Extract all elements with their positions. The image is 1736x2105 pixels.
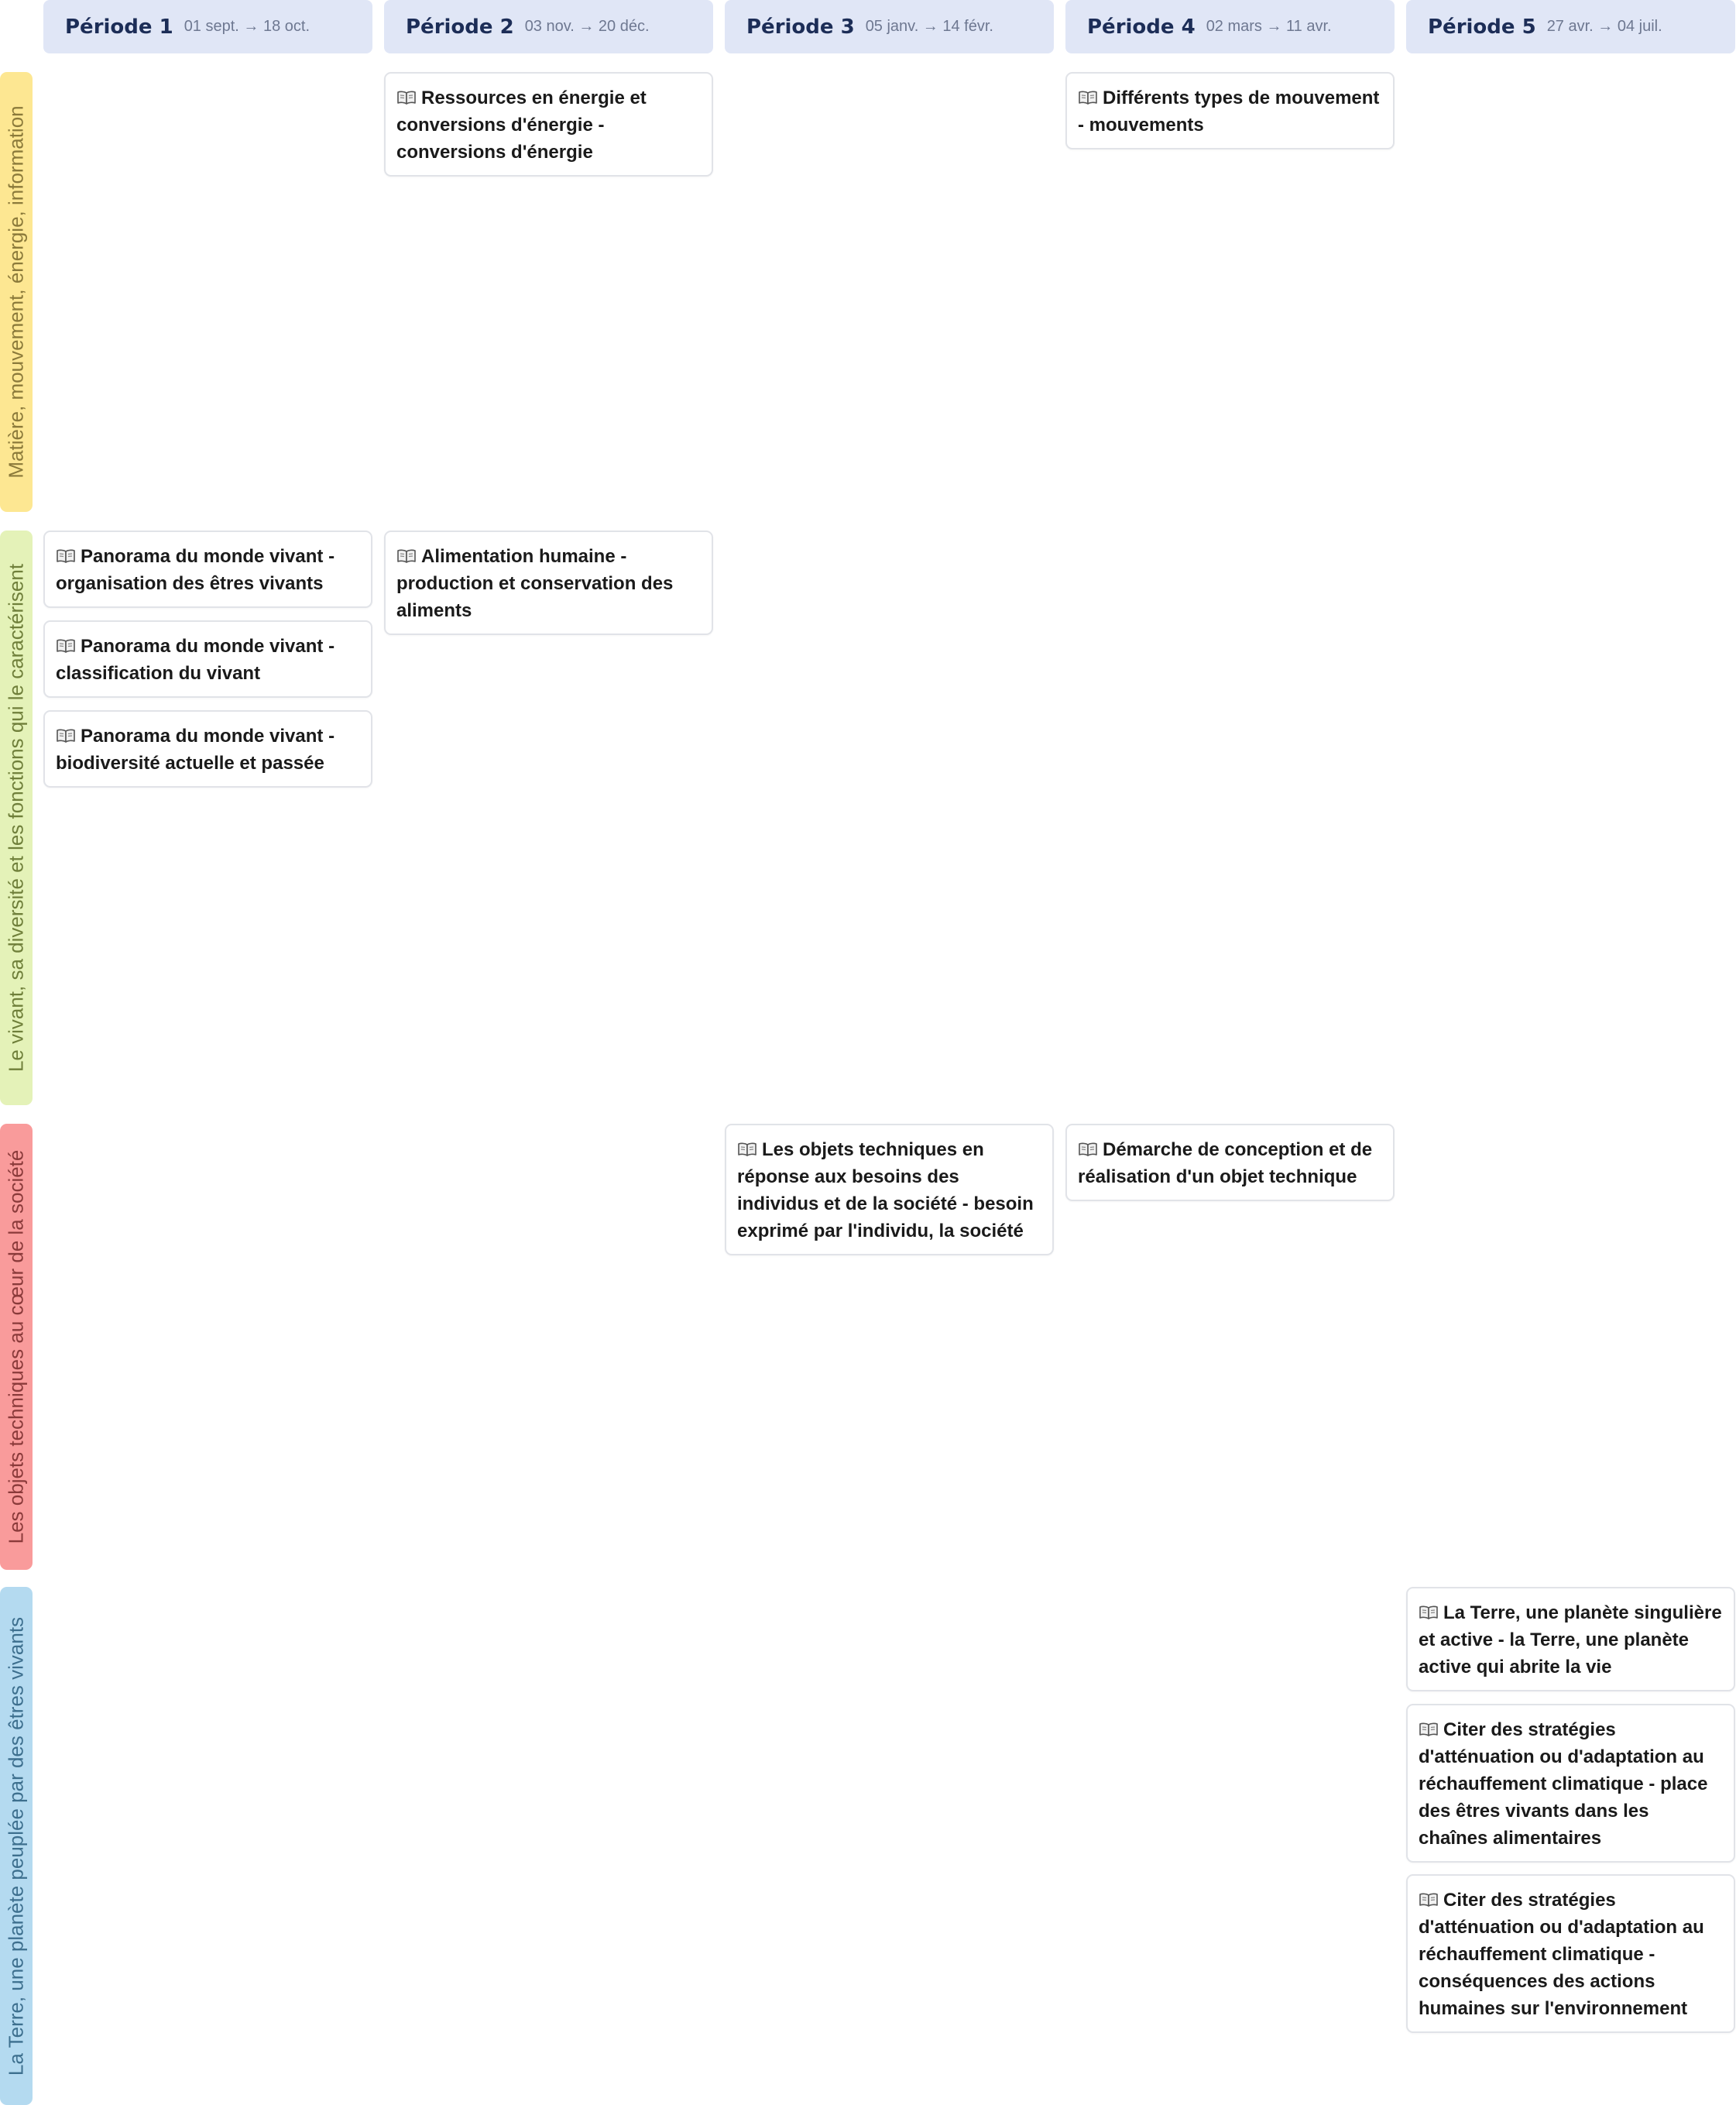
book-icon	[737, 1142, 757, 1157]
lesson-card-text: Différents types de mouvement - mouvements	[1078, 88, 1380, 136]
book-icon	[1078, 1142, 1098, 1157]
book-icon	[1419, 1722, 1439, 1737]
theme-label-objets-techniques	[0, 1124, 33, 1570]
lesson-card-text: Les objets techniques en réponse aux besoins des individus et de la société - besoin exprimé par l'individu, la société	[737, 1139, 1034, 1241]
lesson-card-text: Citer des stratégies d'atténuation ou d'adaptation au réchauffement climatique - conséquences des actions humaines sur l'environnement	[1419, 1890, 1704, 2019]
lesson-card[interactable]	[43, 531, 372, 608]
lesson-card[interactable]	[1065, 1124, 1395, 1201]
lesson-card-text: La Terre, une planète singulière et active - la Terre, une planète active qui abrite la vie	[1419, 1602, 1722, 1677]
book-icon	[1078, 90, 1098, 105]
book-icon	[56, 638, 76, 654]
lesson-card-text: Panorama du monde vivant - classification du vivant	[56, 636, 335, 684]
lesson-card-text: Alimentation humaine - production et conservation des aliments	[396, 546, 674, 621]
period-dates: 02 mars → 11 avr.	[1206, 18, 1332, 35]
period-header-3	[725, 0, 1054, 53]
book-icon	[1419, 1892, 1439, 1908]
lesson-card[interactable]	[384, 72, 713, 177]
period-dates: 03 nov. → 20 déc.	[524, 18, 650, 35]
book-icon	[56, 548, 76, 564]
lesson-card-text: Panorama du monde vivant - biodiversité actuelle et passée	[56, 726, 335, 774]
period-title: Période 2	[406, 15, 514, 39]
period-title: Période 1	[65, 15, 173, 39]
lesson-card-text: Panorama du monde vivant - organisation des êtres vivants	[56, 546, 335, 594]
period-title: Période 5	[1428, 15, 1536, 39]
period-title: Période 3	[746, 15, 855, 39]
lesson-card[interactable]	[1065, 72, 1395, 149]
period-header-1	[43, 0, 372, 53]
theme-label-text: Les objets techniques au cœur de la société	[4, 1149, 28, 1544]
theme-label-text: La Terre, une planète peuplée par des êtres vivants	[4, 1616, 28, 2076]
theme-label-text: Matière, mouvement, énergie, information	[4, 105, 28, 479]
period-header-5	[1406, 0, 1735, 53]
lesson-card[interactable]	[1406, 1704, 1735, 1863]
period-header-4	[1065, 0, 1395, 53]
period-header-2	[384, 0, 713, 53]
book-icon	[396, 548, 417, 564]
period-title: Période 4	[1087, 15, 1196, 39]
lesson-card[interactable]	[725, 1124, 1054, 1255]
lesson-card[interactable]	[43, 620, 372, 698]
period-dates: 01 sept. → 18 oct.	[184, 18, 310, 35]
lesson-card[interactable]	[384, 531, 713, 635]
lesson-card[interactable]	[43, 710, 372, 788]
lesson-card-text: Citer des stratégies d'atténuation ou d'adaptation au réchauffement climatique - place des êtres vivants dans les chaînes alimentaires	[1419, 1719, 1708, 1849]
lesson-card[interactable]	[1406, 1587, 1735, 1691]
lesson-card[interactable]	[1406, 1874, 1735, 2033]
theme-label-matiere	[0, 72, 33, 512]
lesson-card-text: Ressources en énergie et conversions d'énergie - conversions d'énergie	[396, 88, 647, 163]
theme-label-text: Le vivant, sa diversité et les fonctions qui le caractérisent	[4, 563, 28, 1073]
period-dates: 05 janv. → 14 févr.	[865, 18, 993, 35]
theme-label-terre	[0, 1587, 33, 2105]
book-icon	[396, 90, 417, 105]
lesson-card-text: Démarche de conception et de réalisation d'un objet technique	[1078, 1139, 1373, 1187]
book-icon	[1419, 1605, 1439, 1620]
theme-label-vivant	[0, 531, 33, 1105]
period-dates: 27 avr. → 04 juil.	[1546, 18, 1662, 35]
book-icon	[56, 728, 76, 743]
